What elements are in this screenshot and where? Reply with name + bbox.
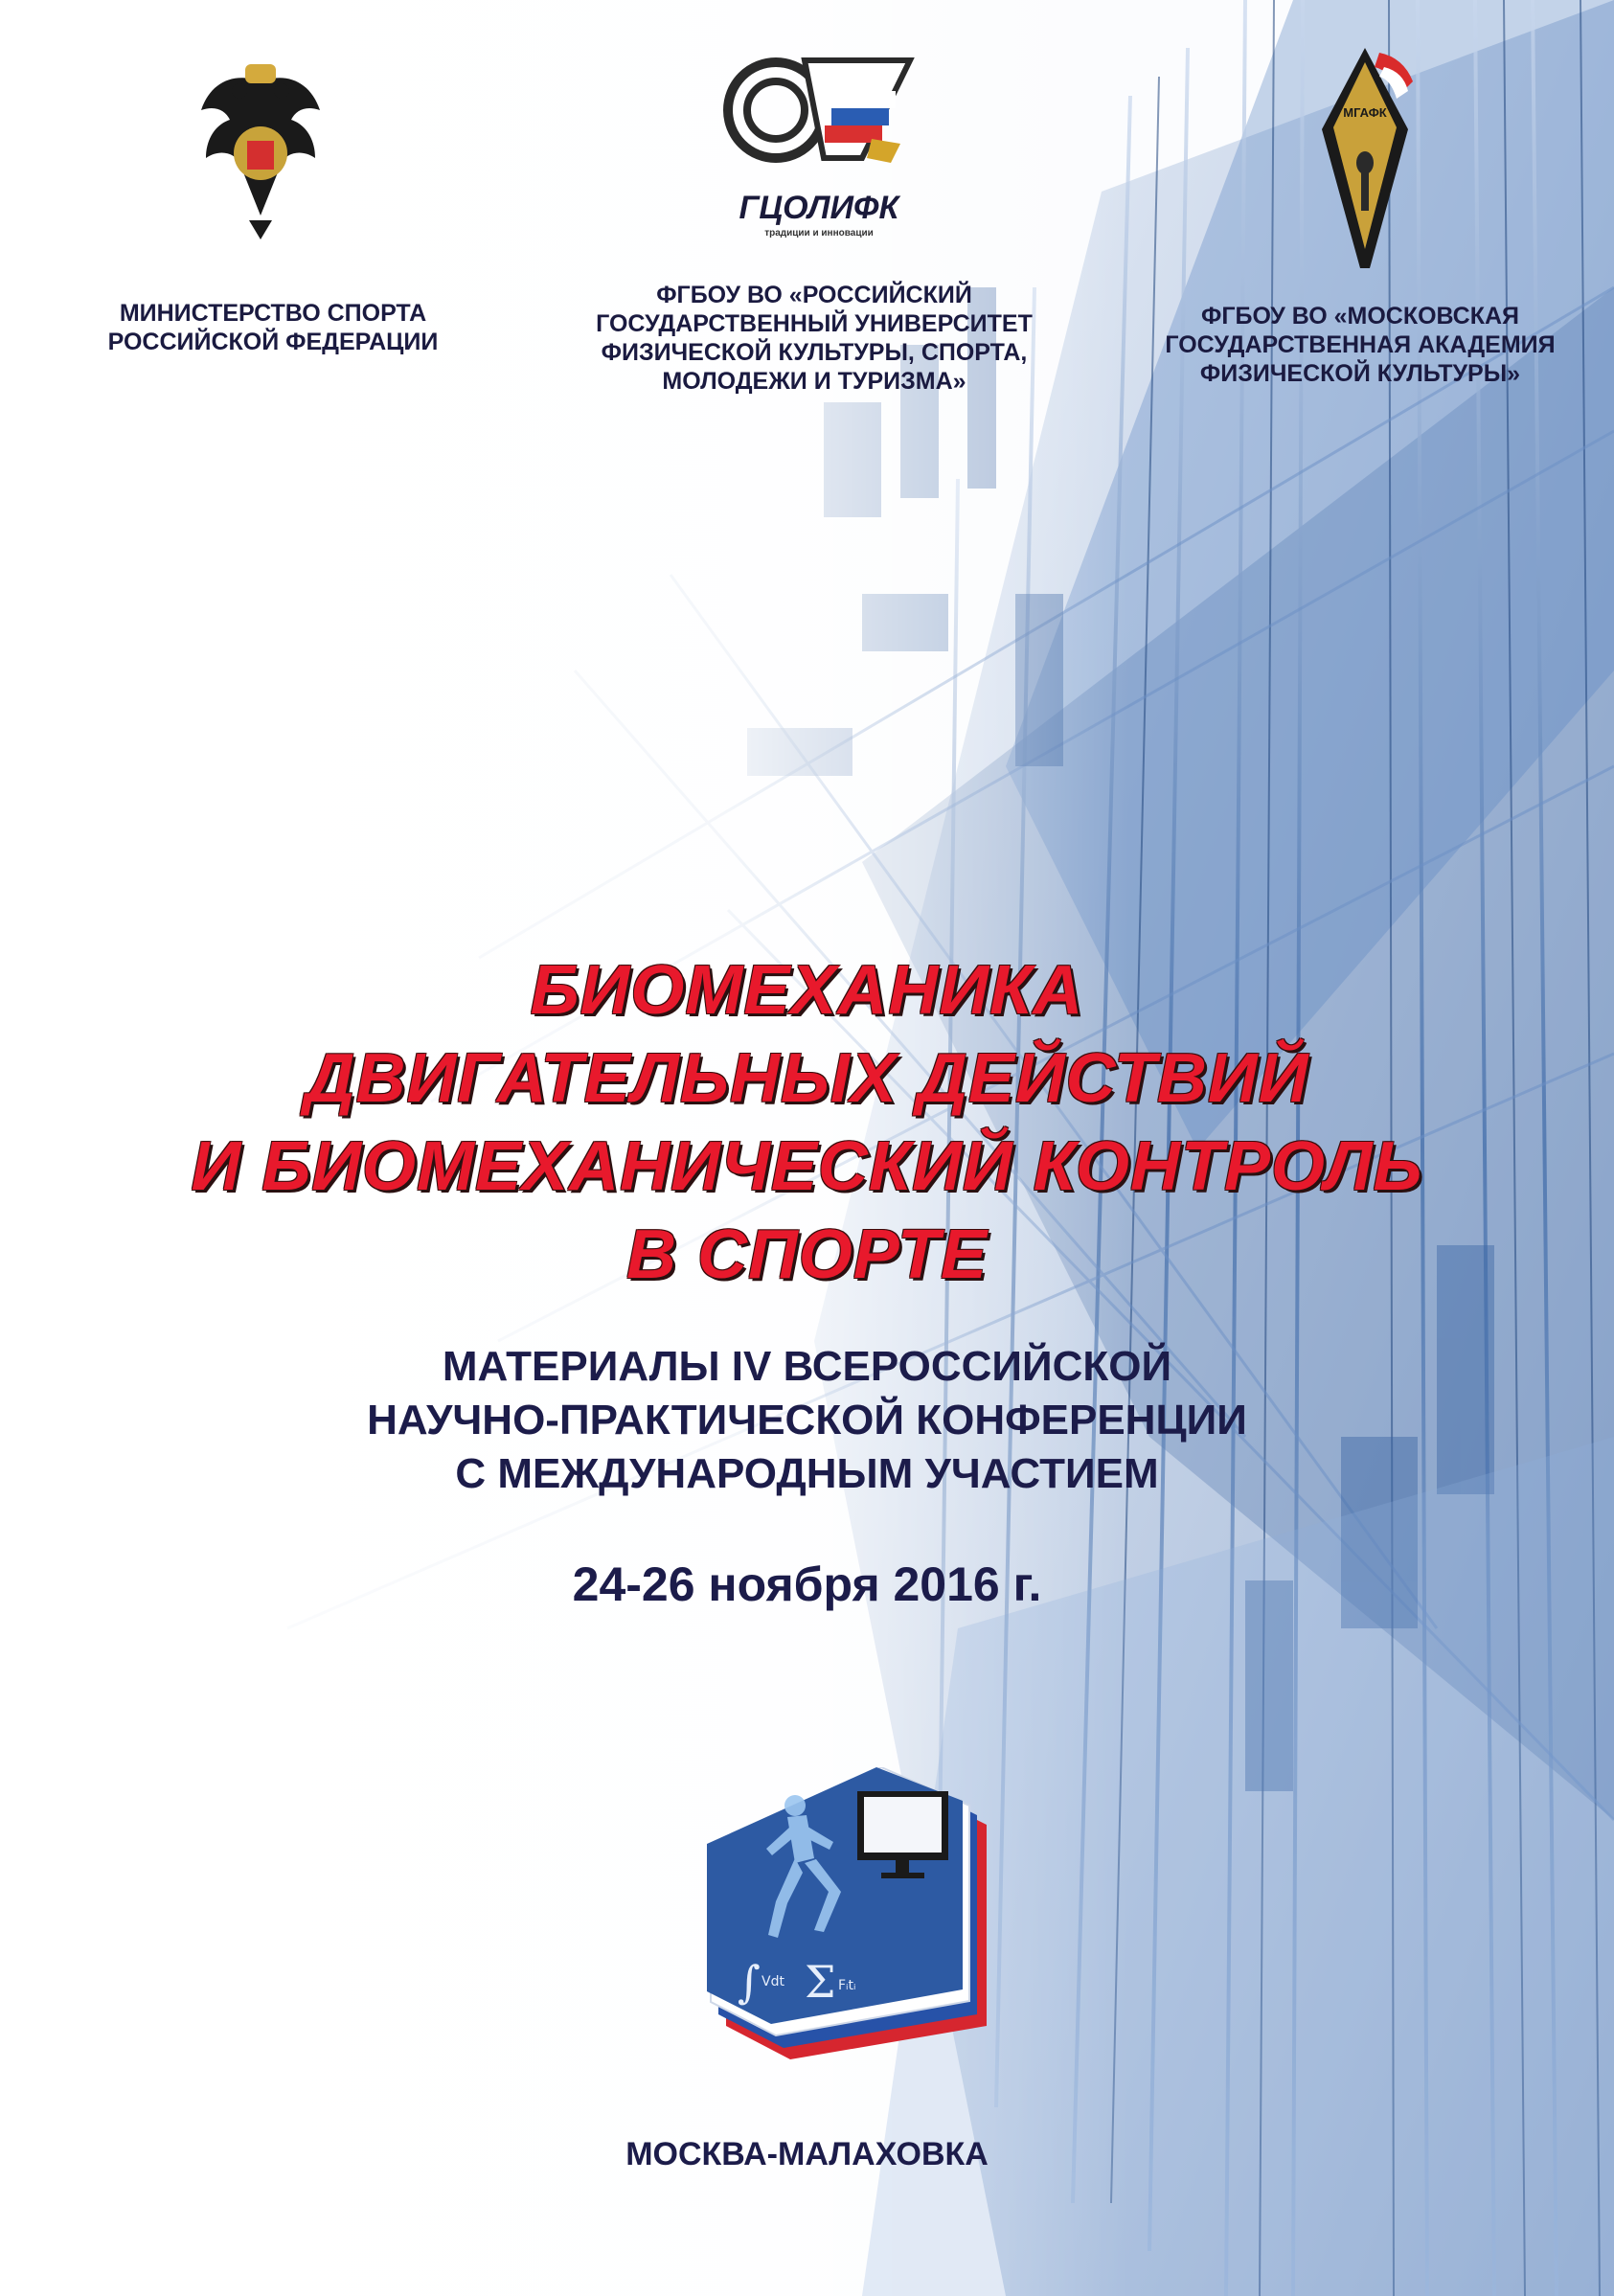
gtsolifk-logo-tagline: традиции и инновации [764, 228, 874, 239]
conference-dates: 24-26 ноября 2016 г. [572, 1557, 1042, 1611]
title-line1: БИОМЕХАНИКА [530, 952, 1084, 1029]
mgafk-name-line3: ФИЗИЧЕСКОЙ КУЛЬТУРЫ» [1199, 360, 1521, 387]
mgafk-logo-text: МГАФК [1343, 105, 1387, 120]
mgafk-badge-icon [1312, 43, 1418, 273]
svg-text:Vdt: Vdt [762, 1974, 784, 1989]
conference-emblem-icon [699, 1767, 1015, 2069]
rgufk-name-line3: ФИЗИЧЕСКОЙ КУЛЬТУРЫ, СПОРТА, [601, 339, 1028, 366]
subtitle-line3: С МЕЖДУНАРОДНЫМ УЧАСТИЕМ [455, 1450, 1159, 1497]
subtitle-line2: НАУЧНО-ПРАКТИЧЕСКОЙ КОНФЕРЕНЦИИ [367, 1397, 1247, 1444]
gtsolifk-logo-icon [709, 53, 929, 211]
svg-text:Σ: Σ [805, 1956, 836, 2008]
title-line2: ДВИГАТЕЛЬНЫХ ДЕЙСТВИЙ [305, 1040, 1309, 1117]
svg-text:∫: ∫ [738, 1956, 761, 2008]
coat-of-arms-icon [182, 53, 340, 244]
rgufk-name-line4: МОЛОДЕЖИ И ТУРИЗМА» [662, 368, 966, 395]
mgafk-name-line2: ГОСУДАРСТВЕННАЯ АКАДЕМИЯ [1165, 331, 1556, 358]
rgufk-name-line2: ГОСУДАРСТВЕННЫЙ УНИВЕРСИТЕТ [596, 310, 1033, 337]
publication-city: МОСКВА-МАЛАХОВКА [625, 2136, 989, 2172]
title-line4: В СПОРТЕ [625, 1216, 989, 1293]
mgafk-name-line1: ФГБОУ ВО «МОСКОВСКАЯ [1201, 303, 1519, 330]
title-line3: И БИОМЕХАНИЧЕСКИЙ КОНТРОЛЬ [191, 1128, 1423, 1205]
svg-text:Fᵢtᵢ: Fᵢtᵢ [838, 1978, 856, 1993]
gtsolifk-logo-text: ГЦОЛИФК [739, 190, 899, 226]
rgufk-name-line1: ФГБОУ ВО «РОССИЙСКИЙ [656, 282, 972, 308]
subtitle-line1: МАТЕРИАЛЫ IV ВСЕРОССИЙСКОЙ [442, 1343, 1172, 1390]
ministry-name-line2: РОССИЙСКОЙ ФЕДЕРАЦИИ [107, 329, 439, 355]
ministry-name-line1: МИНИСТЕРСТВО СПОРТА [119, 300, 427, 327]
